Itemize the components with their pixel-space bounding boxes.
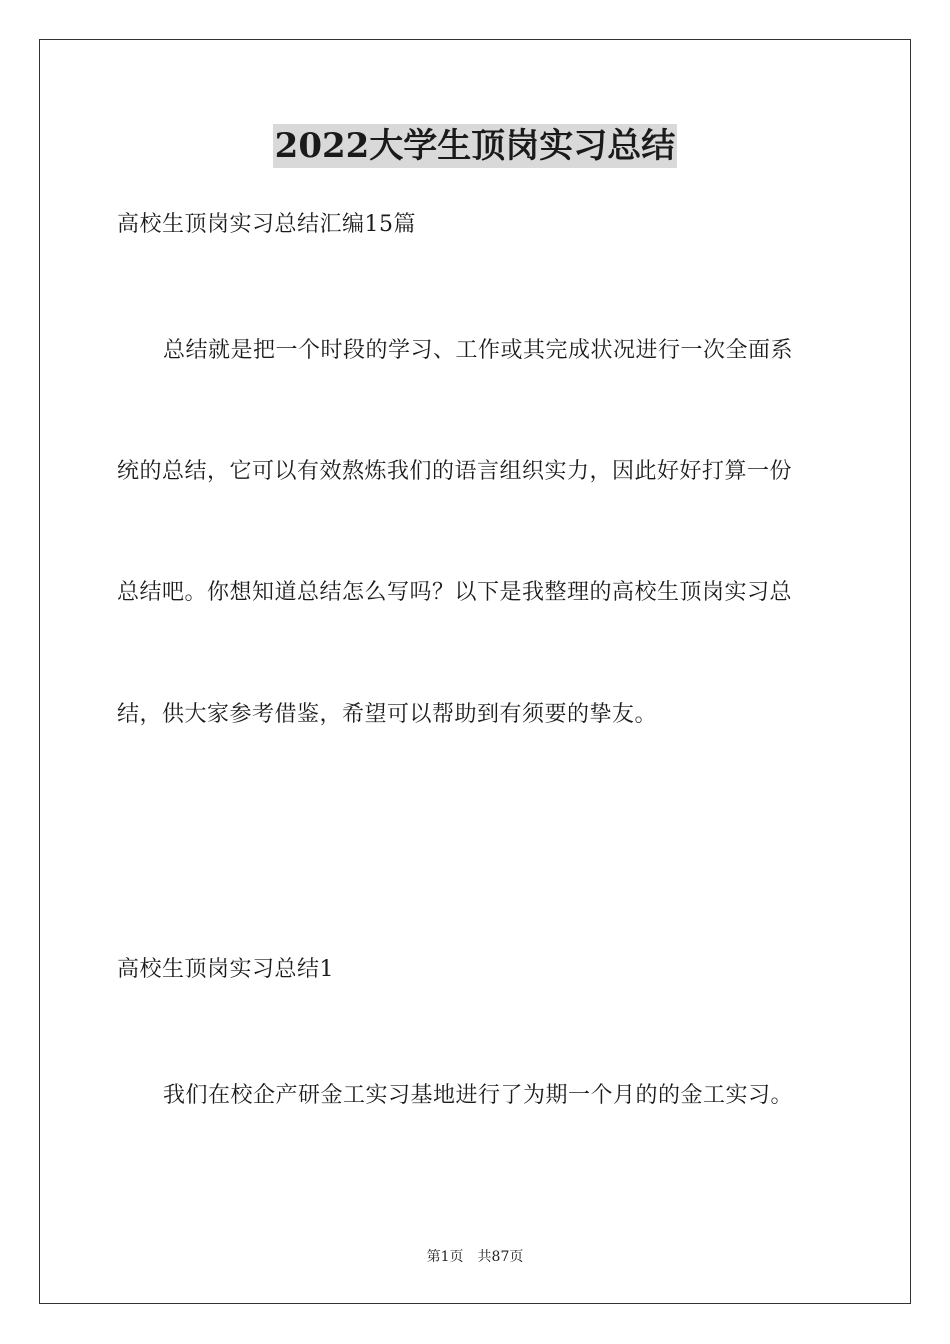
page-number-footer: 第1页 共87页 xyxy=(426,1249,524,1265)
section-heading: 高校生顶岗实习总结1 xyxy=(117,957,334,982)
document-subtitle: 高校生顶岗实习总结汇编15篇 xyxy=(117,212,416,237)
intro-line-2: 统的总结，它可以有效熬炼我们的语言组织实力，因此好好打算一份 xyxy=(117,459,793,484)
intro-line-3: 总结吧。你想知道总结怎么写吗？以下是我整理的高校生顶岗实习总 xyxy=(117,580,793,605)
intro-line-4: 结，供大家参考借鉴，希望可以帮助到有须要的挚友。 xyxy=(117,702,658,727)
document-title: 2022大学生顶岗实习总结 xyxy=(274,126,676,166)
section-paragraph-line-1: 我们在校企产研金工实习基地进行了为期一个月的的金工实习。 xyxy=(163,1083,794,1108)
title-container xyxy=(0,124,950,168)
intro-line-1: 总结就是把一个时段的学习、工作或其完成状况进行一次全面系 xyxy=(163,338,794,363)
